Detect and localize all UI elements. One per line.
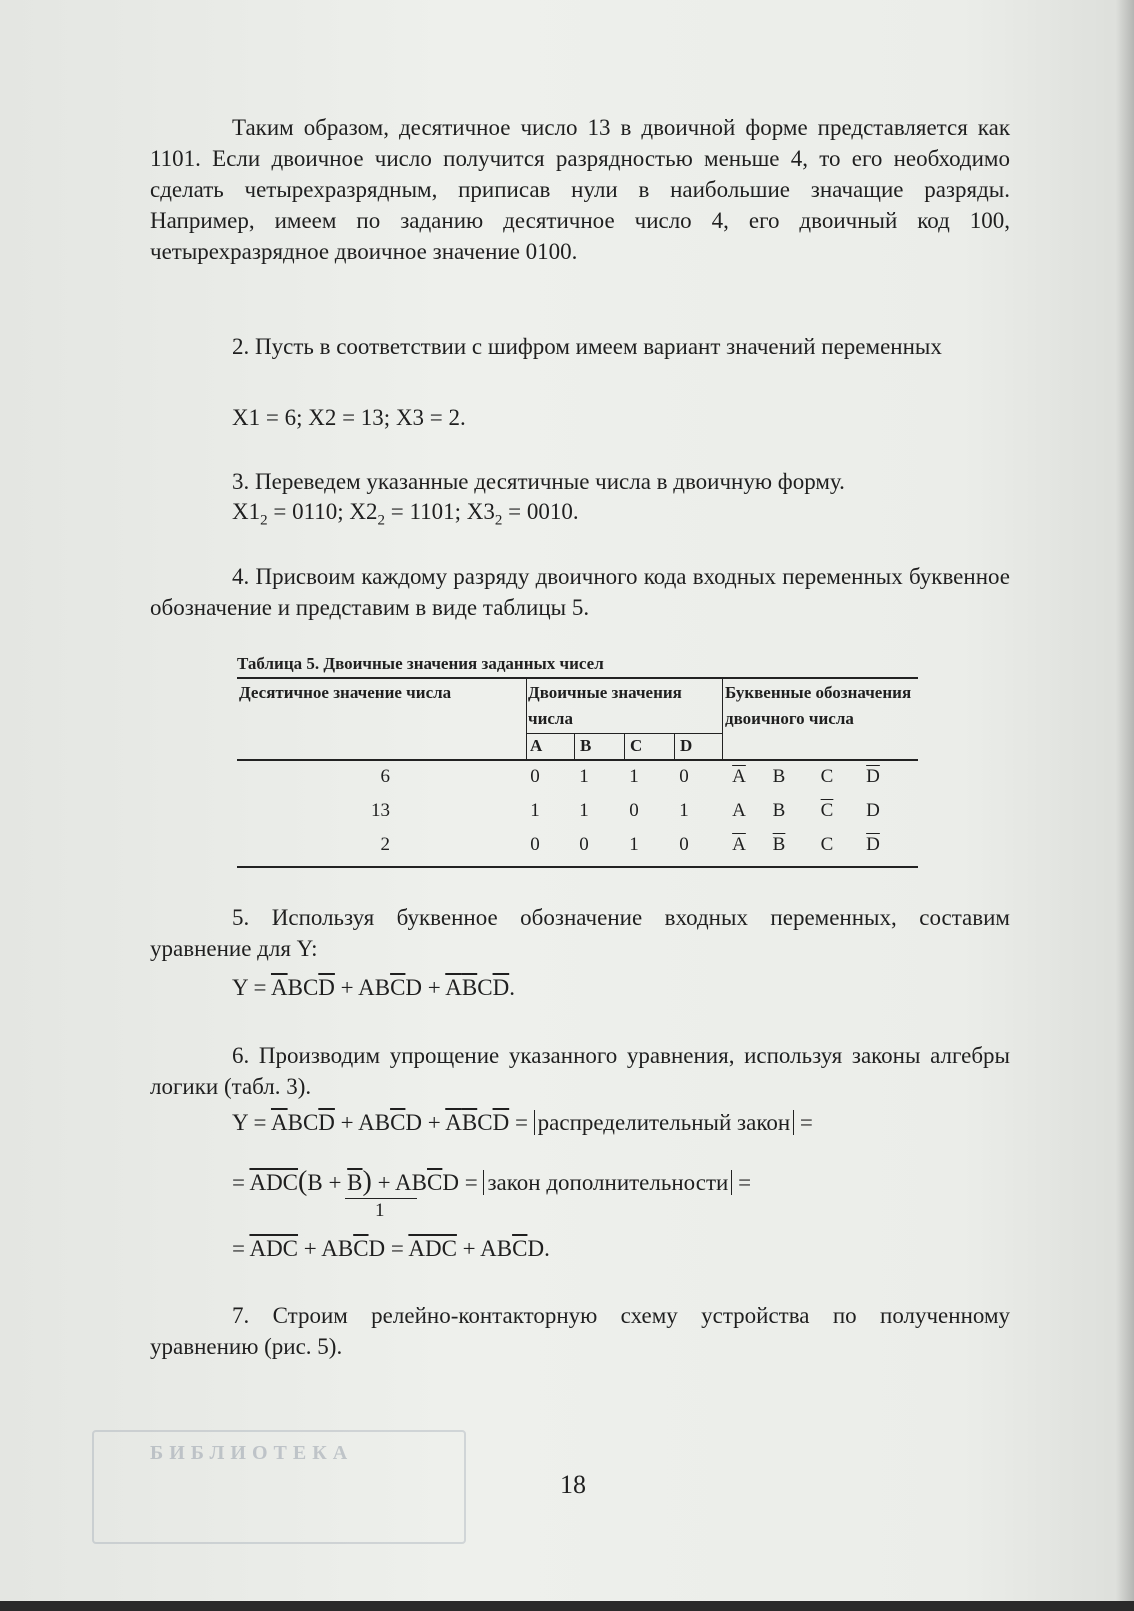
table-cell-dec: 13 — [371, 800, 390, 821]
binary-values: $X1_2 = 0110$; $X2_2 = 1101$; $X3_2 = 0010$. — [232, 499, 579, 529]
table-cell-letter: $\overline{A}$ — [732, 766, 746, 787]
simplification-step-2: = $\overline{ADC}(B + \overline{B}) + AB\overline{C}D$ = закон дополнительности = — [232, 1166, 752, 1197]
table-cell-dec: 6 — [380, 766, 390, 787]
table-cell-letter: $\overline{D}$ — [866, 834, 880, 855]
scan-bottom-edge — [0, 1601, 1134, 1611]
table-header-rule — [237, 759, 918, 761]
table-caption: Таблица 5. Двоичные значения заданных чисел — [237, 654, 604, 673]
equation-y: $Y = \overline{A}BC\overline{D} + AB\overline{C}D + \overline{A}\overline{B}C\overline{D}$. — [232, 975, 515, 1000]
paragraph-7: 7. Строим релейно-контакторную схему устройства по полученному уравнению (рис. 5). — [150, 1303, 1010, 1359]
table-cell-bit: 1 — [629, 766, 639, 787]
table-cell-letter: C — [820, 766, 834, 787]
table-bottom-rule — [237, 866, 918, 868]
table-cell-bit: 1 — [579, 800, 589, 821]
table-cell-bit: 1 — [530, 800, 540, 821]
table-cell-letter: $\overline{A}$ — [732, 834, 746, 855]
paragraph-1: Таким образом, десятичное число 13 в двоичной форме представляется как 1101. Если двоичное число получится разрядностью меньше 4, то его необходимо сделать четырехразрядным, приписав нули в наибольшие значащие разряды. Например, имеем по заданию десятичное число 4, его двоичный код 100, четырехразрядное двоичное значение 0100. — [150, 115, 1010, 264]
table-cell-letter: A — [732, 800, 746, 821]
paragraph-5: 5. Используя буквенное обозначение входных переменных, составим уравнение для Y: — [150, 905, 1010, 961]
bits-vline-1 — [574, 733, 575, 759]
bit-header-c: C — [630, 736, 643, 755]
table-cell-bit: 0 — [679, 766, 689, 787]
library-stamp-text: БИБЛИОТЕКА — [150, 1442, 354, 1464]
table-cell-bit: 0 — [629, 800, 639, 821]
table-cell-letter: B — [772, 800, 786, 821]
table-cell-letter: B — [772, 766, 786, 787]
table-vline-2 — [722, 679, 723, 759]
col-letters-header: Буквенные обозначения двоичного числа — [725, 683, 912, 728]
paragraph-4: 4. Присвоим каждому разряду двоичного кода входных переменных буквенное обозначение и представим в виде таблицы 5. — [150, 564, 1010, 620]
paragraph-2: 2. Пусть в соответствии с шифром имеем вариант значений переменных — [232, 334, 942, 359]
table-top-rule — [237, 677, 918, 679]
table-cell-bit: 0 — [530, 766, 540, 787]
table-cell-letter: $\overline{C}$ — [820, 800, 834, 821]
table-vline-1 — [526, 679, 527, 759]
table-cell-bit: 0 — [579, 834, 589, 855]
simplification-step-1: $Y = \overline{A}BC\overline{D} + AB\overline{C}D + \overline{A}\overline{B}C\overline{D}$ = распределительный закон = — [232, 1110, 813, 1135]
bit-header-b: B — [580, 736, 592, 755]
underbrace-line — [345, 1198, 417, 1199]
paragraph-6: 6. Производим упрощение указанного уравнения, используя законы алгебры логики (табл. 3). — [150, 1043, 1010, 1099]
page-number: 18 — [560, 1470, 586, 1499]
table-cell-letter: $\overline{B}$ — [772, 834, 786, 855]
table-cell-bit: 0 — [530, 834, 540, 855]
bit-header-d: D — [680, 736, 693, 755]
variable-values: X1 = 6; X2 = 13; X3 = 2. — [232, 405, 466, 430]
col-decimal-header: Десятичное значение числа — [239, 683, 452, 702]
bit-header-a: A — [530, 736, 543, 755]
bits-vline-3 — [674, 733, 675, 759]
page-edge-shadow — [1116, 0, 1134, 1611]
table-cell-letter: D — [866, 800, 880, 821]
underbrace-value: 1 — [375, 1200, 385, 1221]
table-cell-letter: $\overline{D}$ — [866, 766, 880, 787]
table-cell-bit: 1 — [629, 834, 639, 855]
bits-vline-2 — [624, 733, 625, 759]
table-cell-dec: 2 — [380, 834, 390, 855]
table-cell-bit: 0 — [679, 834, 689, 855]
paragraph-3: 3. Переведем указанные десятичные числа в двоичную форму. — [232, 469, 845, 494]
col-binary-header: Двоичные значения числа — [528, 683, 682, 728]
table-cell-bit: 1 — [579, 766, 589, 787]
table-cell-bit: 1 — [679, 800, 689, 821]
table-cell-letter: C — [820, 834, 834, 855]
simplification-result: = $\overline{ADC} + AB\overline{C}D = \overline{ADC} + AB\overline{C}D$. — [232, 1236, 550, 1261]
